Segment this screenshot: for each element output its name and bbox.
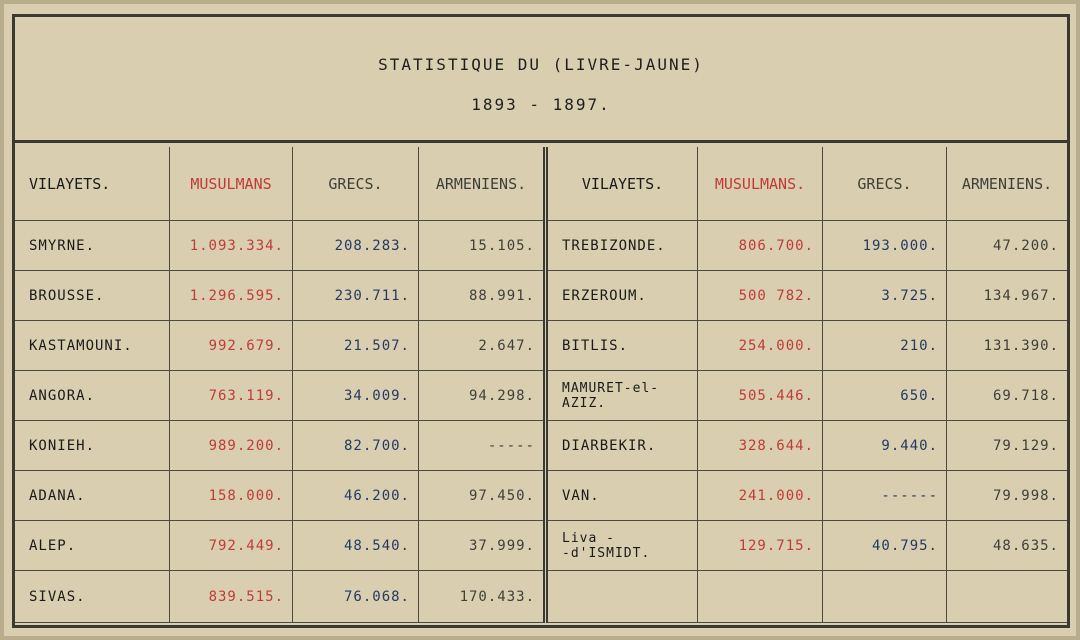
table-frame (12, 14, 1070, 628)
armeniens-value: 69.718. (947, 371, 1067, 421)
musulmans-value: 241.000. (698, 471, 823, 521)
vilayet-name: SIVAS. (15, 571, 170, 623)
vilayet-name (548, 371, 698, 421)
statistics-table (15, 143, 1067, 625)
vilayet-name: DIARBEKIR. (548, 421, 698, 471)
musulmans-value: 158.000. (170, 471, 293, 521)
document-header (15, 17, 1067, 143)
vilayet-name: ERZEROUM. (548, 271, 698, 321)
vilayet-name-line1: Liva - (562, 530, 615, 546)
musulmans-value: 792.449. (170, 521, 293, 571)
musulmans-value: 1.296.595. (170, 271, 293, 321)
header-armeniens: ARMENIENS. (419, 147, 543, 221)
vilayet-name-line1: MAMURET-el- (562, 380, 660, 396)
grecs-value: ------ (823, 471, 947, 521)
vilayet-name: BITLIS. (548, 321, 698, 371)
grecs-value: 34.009. (293, 371, 419, 421)
grecs-value: 210. (823, 321, 947, 371)
header-grecs: GRECS. (293, 147, 419, 221)
grecs-value: 3.725. (823, 271, 947, 321)
armeniens-value: 88.991. (419, 271, 543, 321)
header-vilayets: VILAYETS. (548, 147, 698, 221)
armeniens-value: 134.967. (947, 271, 1067, 321)
musulmans-value: 992.679. (170, 321, 293, 371)
grecs-value: 9.440. (823, 421, 947, 471)
vilayet-name-line2: -d'ISMIDT. (562, 545, 651, 561)
grecs-value: 40.795. (823, 521, 947, 571)
grecs-value: 76.068. (293, 571, 419, 623)
right-table (548, 147, 1067, 623)
header-musulmans: MUSULMANS. (698, 147, 823, 221)
armeniens-value: 131.390. (947, 321, 1067, 371)
grecs-value: 21.507. (293, 321, 419, 371)
header-musulmans: MUSULMANS (170, 147, 293, 221)
armeniens-value: 79.998. (947, 471, 1067, 521)
vilayet-name: BROUSSE. (15, 271, 170, 321)
vilayet-name: VAN. (548, 471, 698, 521)
armeniens-value: 47.200. (947, 221, 1067, 271)
grecs-value: 46.200. (293, 471, 419, 521)
musulmans-value: 500 782. (698, 271, 823, 321)
document-title: STATISTIQUE DU (LIVRE-JAUNE) (378, 55, 704, 74)
musulmans-value: 129.715. (698, 521, 823, 571)
header-grecs: GRECS. (823, 147, 947, 221)
vilayet-name: ALEP. (15, 521, 170, 571)
armeniens-value: 2.647. (419, 321, 543, 371)
musulmans-value: 505.446. (698, 371, 823, 421)
musulmans-value: 254.000. (698, 321, 823, 371)
armeniens-value: 15.105. (419, 221, 543, 271)
armeniens-value: 79.129. (947, 421, 1067, 471)
vilayet-name: ADANA. (15, 471, 170, 521)
empty-cell (823, 571, 947, 623)
empty-cell (698, 571, 823, 623)
document-years: 1893 - 1897. (471, 95, 611, 114)
grecs-value: 82.700. (293, 421, 419, 471)
armeniens-value: 37.999. (419, 521, 543, 571)
armeniens-value: 94.298. (419, 371, 543, 421)
vilayet-name: KONIEH. (15, 421, 170, 471)
musulmans-value: 1.093.334. (170, 221, 293, 271)
vilayet-name: SMYRNE. (15, 221, 170, 271)
grecs-value: 208.283. (293, 221, 419, 271)
document-sheet (4, 4, 1076, 636)
vilayet-name: TREBIZONDE. (548, 221, 698, 271)
musulmans-value: 806.700. (698, 221, 823, 271)
grecs-value: 48.540. (293, 521, 419, 571)
grecs-value: 650. (823, 371, 947, 421)
musulmans-value: 839.515. (170, 571, 293, 623)
musulmans-value: 989.200. (170, 421, 293, 471)
vilayet-name-line2: AZIZ. (562, 395, 607, 411)
armeniens-value: 170.433. (419, 571, 543, 623)
header-armeniens: ARMENIENS. (947, 147, 1067, 221)
musulmans-value: 328.644. (698, 421, 823, 471)
vilayet-name (548, 521, 698, 571)
vilayet-name: ANGORA. (15, 371, 170, 421)
grecs-value: 230.711. (293, 271, 419, 321)
empty-cell (947, 571, 1067, 623)
armeniens-value: 97.450. (419, 471, 543, 521)
armeniens-value: ----- (419, 421, 543, 471)
grecs-value: 193.000. (823, 221, 947, 271)
vilayet-name: KASTAMOUNI. (15, 321, 170, 371)
left-table (15, 147, 543, 623)
empty-cell (548, 571, 698, 623)
header-vilayets: VILAYETS. (15, 147, 170, 221)
armeniens-value: 48.635. (947, 521, 1067, 571)
musulmans-value: 763.119. (170, 371, 293, 421)
